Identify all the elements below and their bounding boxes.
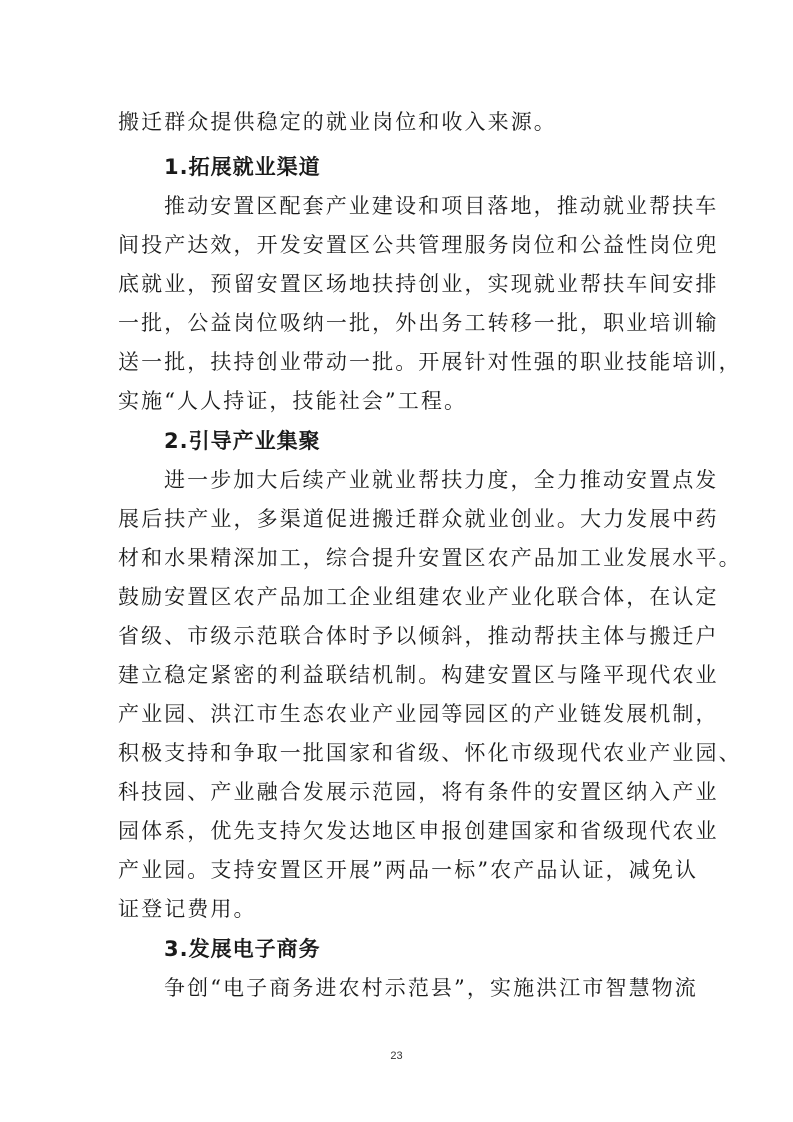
paragraph-line: 产业园、洪江市生态农业产业园等园区的产业链发展机制， — [118, 702, 719, 726]
paragraph-line: 争创“电子商务进农村示范县”，实施洪江市智慧物流 — [164, 976, 698, 1000]
paragraph-line: 送一批，扶持创业带动一批。开展针对性强的职业技能培训， — [118, 350, 742, 374]
section-heading-3: 3.发展电子商务 — [164, 937, 321, 961]
paragraph-line: 鼓励安置区农产品加工企业组建农业产业化联合体，在认定 — [118, 585, 719, 609]
paragraph-line: 间投产达效，开发安置区公共管理服务岗位和公益性岗位兜 — [118, 233, 719, 257]
paragraph-line: 展后扶产业，多渠道促进搬迁群众就业创业。大力发展中药 — [118, 507, 719, 531]
paragraph-line: 进一步加大后续产业就业帮扶力度，全力推动安置点发 — [164, 468, 719, 492]
paragraph-line: 产业园。支持安置区开展”两品一标”农产品认证，减免认 — [118, 858, 699, 882]
paragraph-line: 搬迁群众提供稳定的就业岗位和收入来源。 — [118, 110, 557, 134]
paragraph-line: 证登记费用。 — [118, 897, 257, 921]
page-number: 23 — [390, 1050, 403, 1062]
paragraph-line: 推动安置区配套产业建设和项目落地，推动就业帮扶车 — [164, 194, 719, 218]
paragraph-line: 底就业，预留安置区场地扶持创业，实现就业帮扶车间安排 — [118, 272, 719, 296]
paragraph-line: 省级、市级示范联合体时予以倾斜，推动帮扶主体与搬迁户 — [118, 624, 719, 648]
section-heading-2: 2.引导产业集聚 — [164, 429, 321, 453]
paragraph-line: 建立稳定紧密的利益联结机制。构建安置区与隆平现代农业 — [118, 663, 719, 687]
paragraph-line: 园体系，优先支持欠发达地区申报创建国家和省级现代农业 — [118, 819, 719, 843]
paragraph-line: 实施“人人持证，技能社会”工程。 — [118, 389, 468, 413]
paragraph-line: 材和水果精深加工，综合提升安置区农产品加工业发展水平。 — [118, 546, 742, 570]
section-heading-1: 1.拓展就业渠道 — [164, 155, 321, 179]
paragraph-line: 积极支持和争取一批国家和省级、怀化市级现代农业产业园、 — [118, 741, 742, 765]
paragraph-line: 科技园、产业融合发展示范园，将有条件的安置区纳入产业 — [118, 780, 719, 804]
paragraph-line: 一批，公益岗位吸纳一批，外出务工转移一批，职业培训输 — [118, 311, 719, 335]
